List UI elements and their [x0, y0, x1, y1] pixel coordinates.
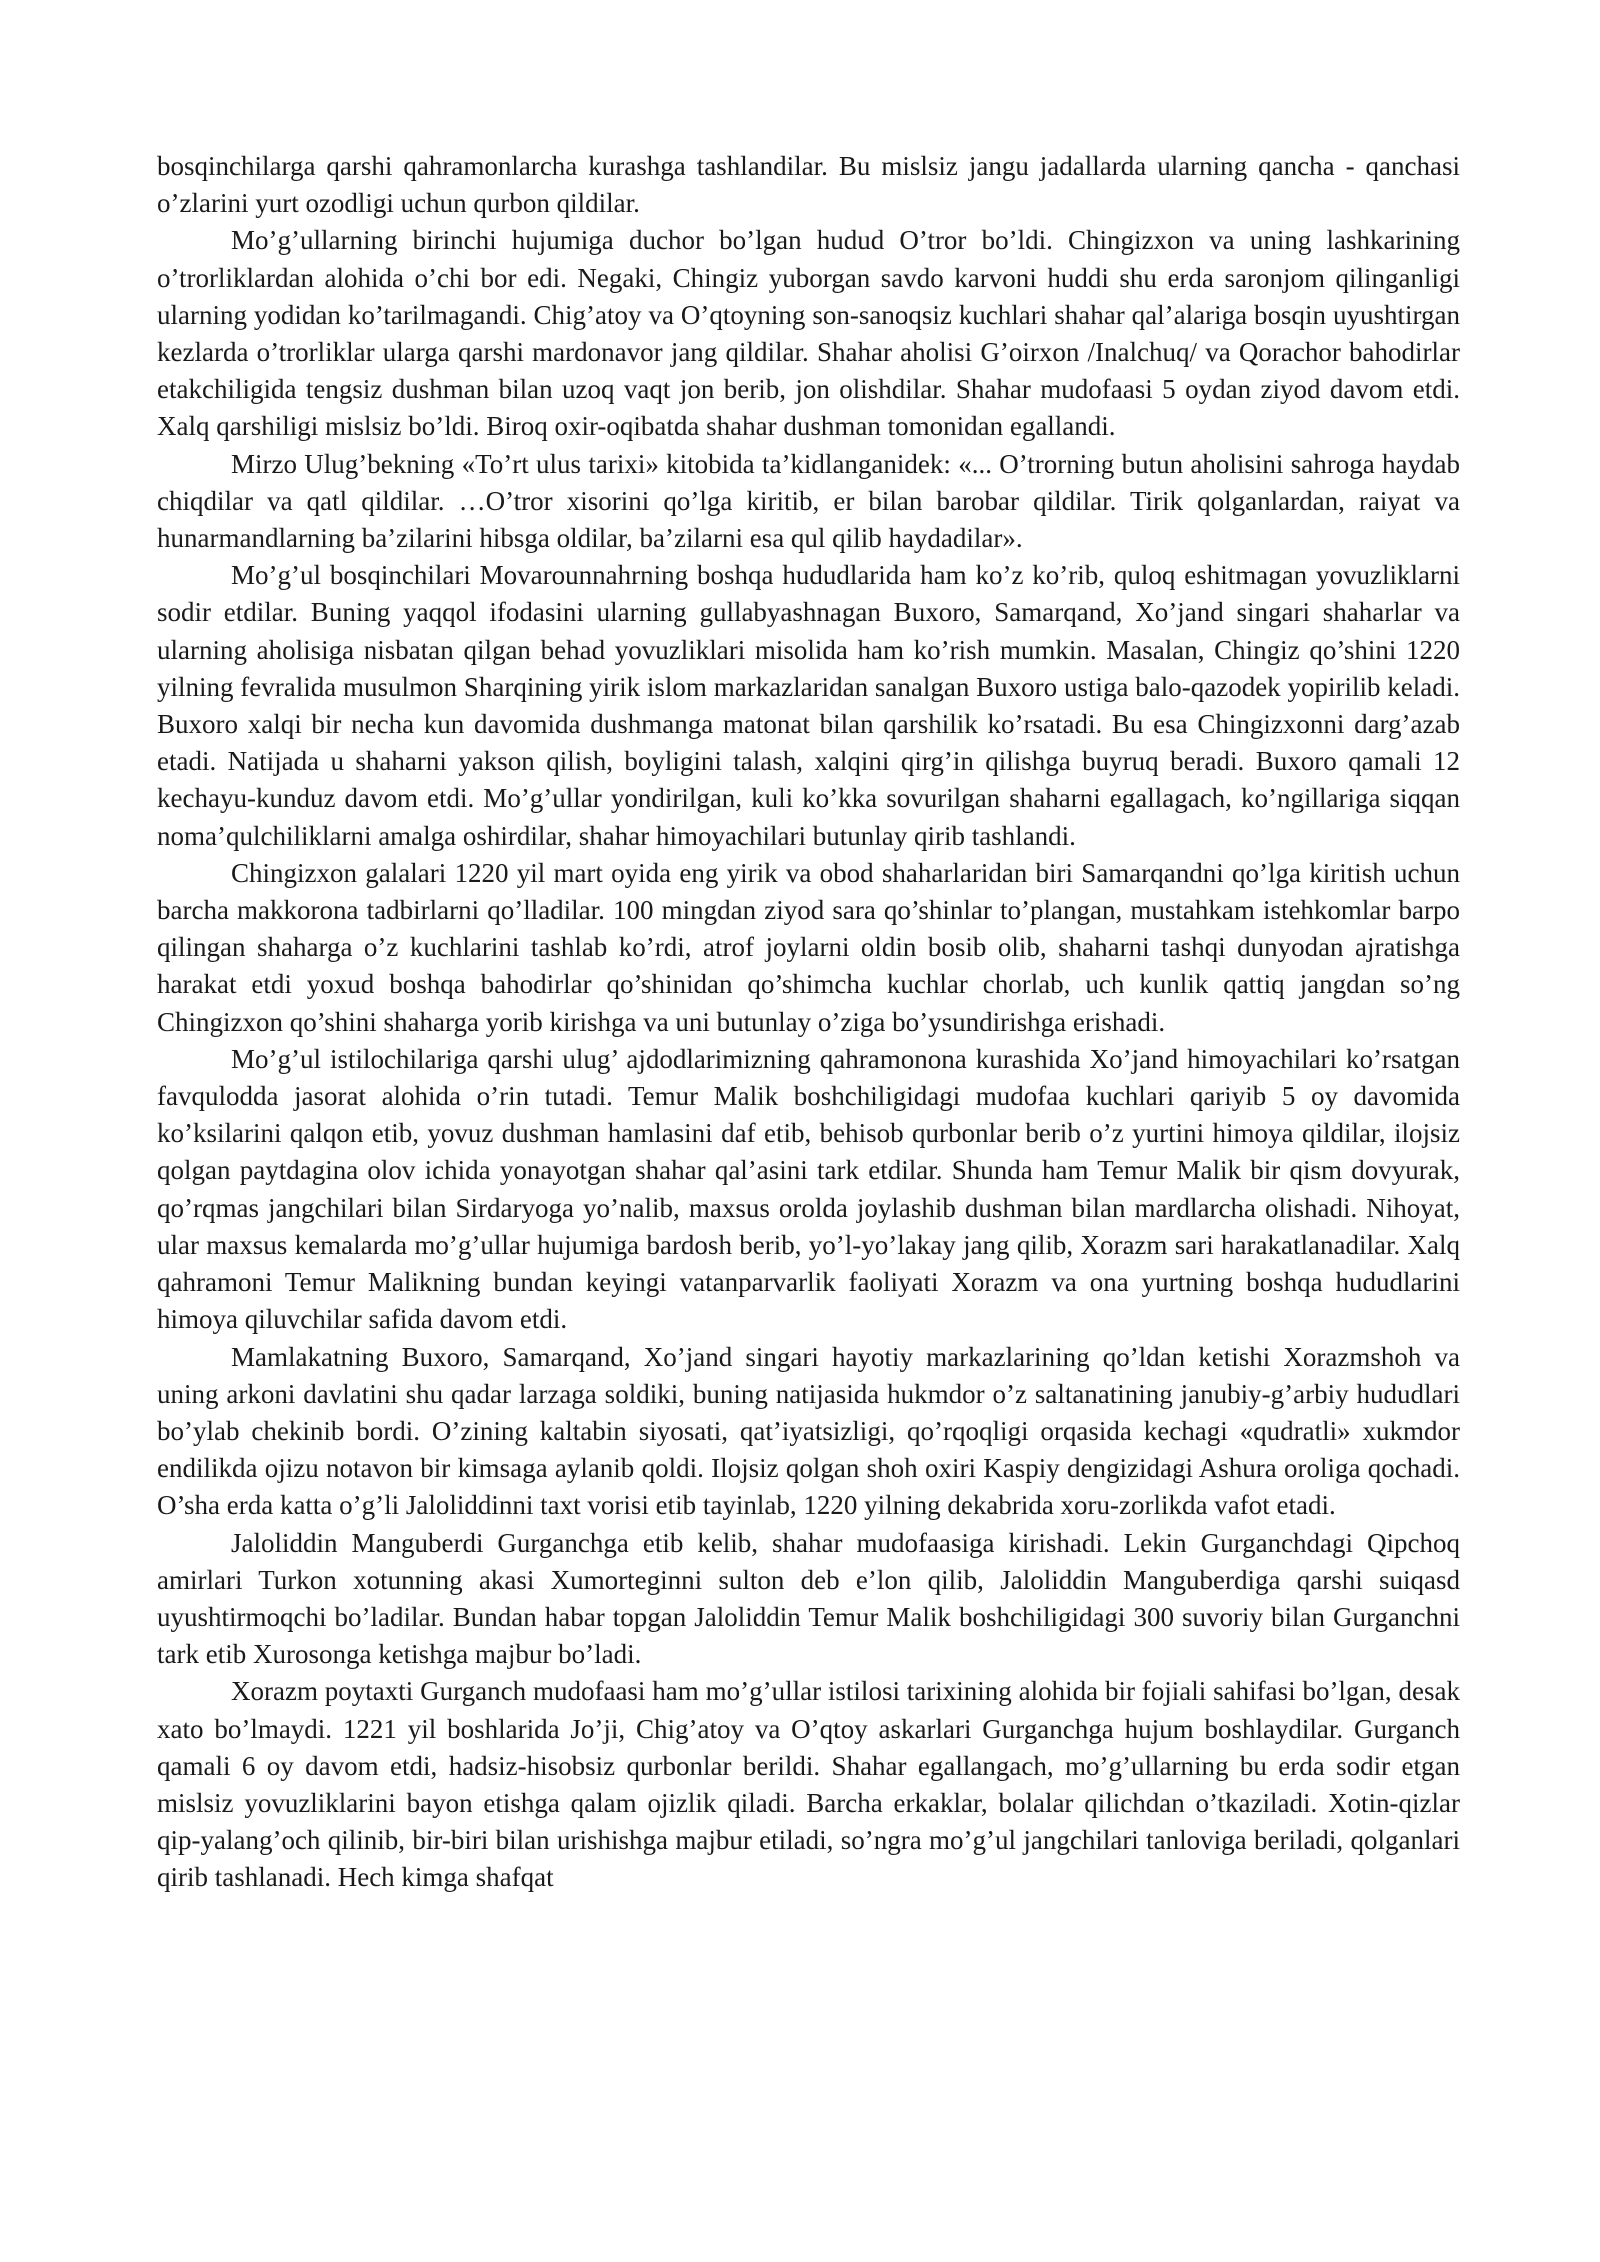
paragraph-8: Jaloliddin Manguberdi Gurganchga etib kelib, shahar mudofaasiga kirishadi. Lekin Gurganchdagi Qipchoq amirlari Turkon xotunning akasi Xumorteginni sulton deb e’lon qilib, Jaloliddin Manguberdiga qarshi suiqasd uyushtirmoqchi bo’ladilar. Bundan habar topgan Jaloliddin Temur Malik boshchiligidagi 300 suvoriy bilan Gurganchni tark etib Xurosonga ketishga majbur bo’ladi.: [157, 1527, 1460, 1670]
paragraph-4: Mo’g’ul bosqinchilari Movarounnahrning boshqa hududlarida ham ko’z ko’rib, quloq eshitmagan yovuzliklarni sodir etdilar. Buning yaqqol ifodasini ularning gullabyashnagan Buxoro, Samarqand, Xo’jand singari shaharlar va ularning aholisiga nisbatan qilgan behad yovuzliklari misolida ham ko’rish mumkin. Masalan, Chingiz qo’shini 1220 yilning fevralida musulmon Sharqining yirik islom markazlaridan sanalgan Buxoro ustiga balo-qazodek yopirilib keladi. Buxoro xalqi bir necha kun davomida dushmanga matonat bilan qarshilik ko’rsatadi. Bu esa Chingizxonni darg’azab etadi. Natijada u shaharni yakson qilish, boyligini talash, xalqini qirg’in qilishga buyruq beradi. Buxoro qamali 12 kechayu-kunduz davom etdi. Mo’g’ullar yondirilgan, kuli ko’kka sovurilgan shaharni egallagach, ko’ngillariga siqqan noma’qulchiliklarni amalga oshirdilar, shahar himoyachilari butunlay qirib tashlandi.: [157, 560, 1460, 851]
paragraph-6: Mo’g’ul istilochilariga qarshi ulug’ ajdodlarimizning qahramonona kurashida Xo’jand himoyachilari ko’rsatgan favqulodda jasorat alohida o’rin tutadi. Temur Malik boshchiligidagi mudofaa kuchlari qariyib 5 oy davomida ko’ksilarini qalqon etib, yovuz dushman hamlasini daf etib, behisob qurbonlar berib o’z yurtini himoya qildilar, ilojsiz qolgan paytdagina olov ichida yonayotgan shahar qal’asini tark etdilar. Shunda ham Temur Malik bir qism dovyurak, qo’rqmas jangchilari bilan Sirdaryoga yo’nalib, maxsus orolda joylashib dushman bilan mardlarcha olishadi. Nihoyat, ular maxsus kemalarda mo’g’ullar hujumiga bardosh berib, yo’l-yo’lakay jang qilib, Xorazm sari harakatlanadilar. Xalq qahramoni Temur Malikning bundan keyingi vatanparvarlik faoliyati Xorazm va ona yurtning boshqa hududlarini himoya qiluvchilar safida davom etdi.: [157, 1043, 1460, 1335]
paragraph-3: Mirzo Ulug’bekning «To’rt ulus tarixi» kitobida ta’kidlanganidek: «... O’trorning butun aholisini sahroga haydab chiqdilar va qatl qildilar. …O’tror xisorini qo’lga kiritib, er bilan barobar qildilar. Tirik qolganlardan, raiyat va hunarmandlarning ba’zilarini hibsga oldilar, ba’zilarni esa qul qilib haydadilar».: [157, 448, 1460, 554]
paragraph-1: bosqinchilarga qarshi qahramonlarcha kurashga tashlandilar. Bu mislsiz jangu jadallarda ularning qancha - qanchasi o’zlarini yurt ozodligi uchun qurbon qildilar.: [157, 151, 1460, 219]
document-page: [157, 148, 1460, 1897]
paragraph-5: Chingizxon galalari 1220 yil mart oyida eng yirik va obod shaharlaridan biri Samarqandni qo’lga kiritish uchun barcha makkorona tadbirlarni qo’lladilar. 100 mingdan ziyod sara qo’shinlar to’plangan, mustahkam istehkomlar barpo qilingan shaharga o’z kuchlarini tashlab ko’rdi, atrof joylarni oldin bosib olib, shaharni tashqi dunyodan ajratishga harakat etdi yoxud boshqa bahodirlar qo’shinidan qo’shimcha kuchlar chorlab, uch kunlik qattiq jangdan so’ng Chingizxon qo’shini shaharga yorib kirishga va uni butunlay o’ziga bo’ysundirishga erishadi.: [157, 857, 1460, 1037]
paragraph-7: Mamlakatning Buxoro, Samarqand, Xo’jand singari hayotiy markazlarining qo’ldan ketishi Xorazmshoh va uning arkoni davlatini shu qadar larzaga soldiki, buning natijasida hukmdor o’z saltanatining janubiy-g’arbiy hududlari bo’ylab chekinib bordi. O’zining kaltabin siyosati, qat’iyatsizligi, qo’rqoqligi orqasida kechagi «qudratli» xukmdor endilikda ojizu notavon bir kimsaga aylanib qoldi. Ilojsiz qolgan shoh oxiri Kaspiy dengizidagi Ashura oroliga qochadi. O’sha erda katta o’g’li Jaloliddinni taxt vorisi etib tayinlab, 1220 yilning dekabrida xoru-zorlikda vafot etadi.: [157, 1341, 1460, 1521]
paragraph-9: Xorazm poytaxti Gurganch mudofaasi ham mo’g’ullar istilosi tarixining alohida bir fojiali sahifasi bo’lgan, desak xato bo’lmaydi. 1221 yil boshlarida Jo’ji, Chig’atoy va O’qtoy askarlari Gurganchga hujum boshlaydilar. Gurganch qamali 6 oy davom etdi, hadsiz-hisobsiz qurbonlar berildi. Shahar egallangach, mo’g’ullarning bu erda sodir etgan mislsiz yovuzliklarini bayon etishga qalam ojizlik qiladi. Barcha erkaklar, bolalar qilichdan o’tkaziladi. Xotin-qizlar qip-yalang’och qilinib, bir-biri bilan urishishga majbur etiladi, so’ngra mo’g’ul jangchilari tanloviga beriladi, qolganlari qirib tashlanadi. Hech kimga shafqat: [157, 1676, 1460, 1893]
paragraph-2: Mo’g’ullarning birinchi hujumiga duchor bo’lgan hudud O’tror bo’ldi. Chingizxon va uning lashkarining o’trorliklardan alohida o’chi bor edi. Negaki, Chingiz yuborgan savdo karvoni huddi shu erda saronjom qilinganligi ularning yodidan ko’tarilmagandi. Chig’atoy va O’qtoyning son-sanoqsiz kuchlari shahar qal’alariga bosqin uyushtirgan kezlarda o’trorliklar ularga qarshi mardonavor jang qildilar. Shahar aholisi G’oirxon /Inalchuq/ va Qorachor bahodirlar etakchiligida tengsiz dushman bilan uzoq vaqt jon berib, jon olishdilar. Shahar mudofaasi 5 oydan ziyod davom etdi. Xalq qarshiligi mislsiz bo’ldi. Biroq oxir-oqibatda shahar dushman tomonidan egallandi.: [157, 225, 1460, 442]
